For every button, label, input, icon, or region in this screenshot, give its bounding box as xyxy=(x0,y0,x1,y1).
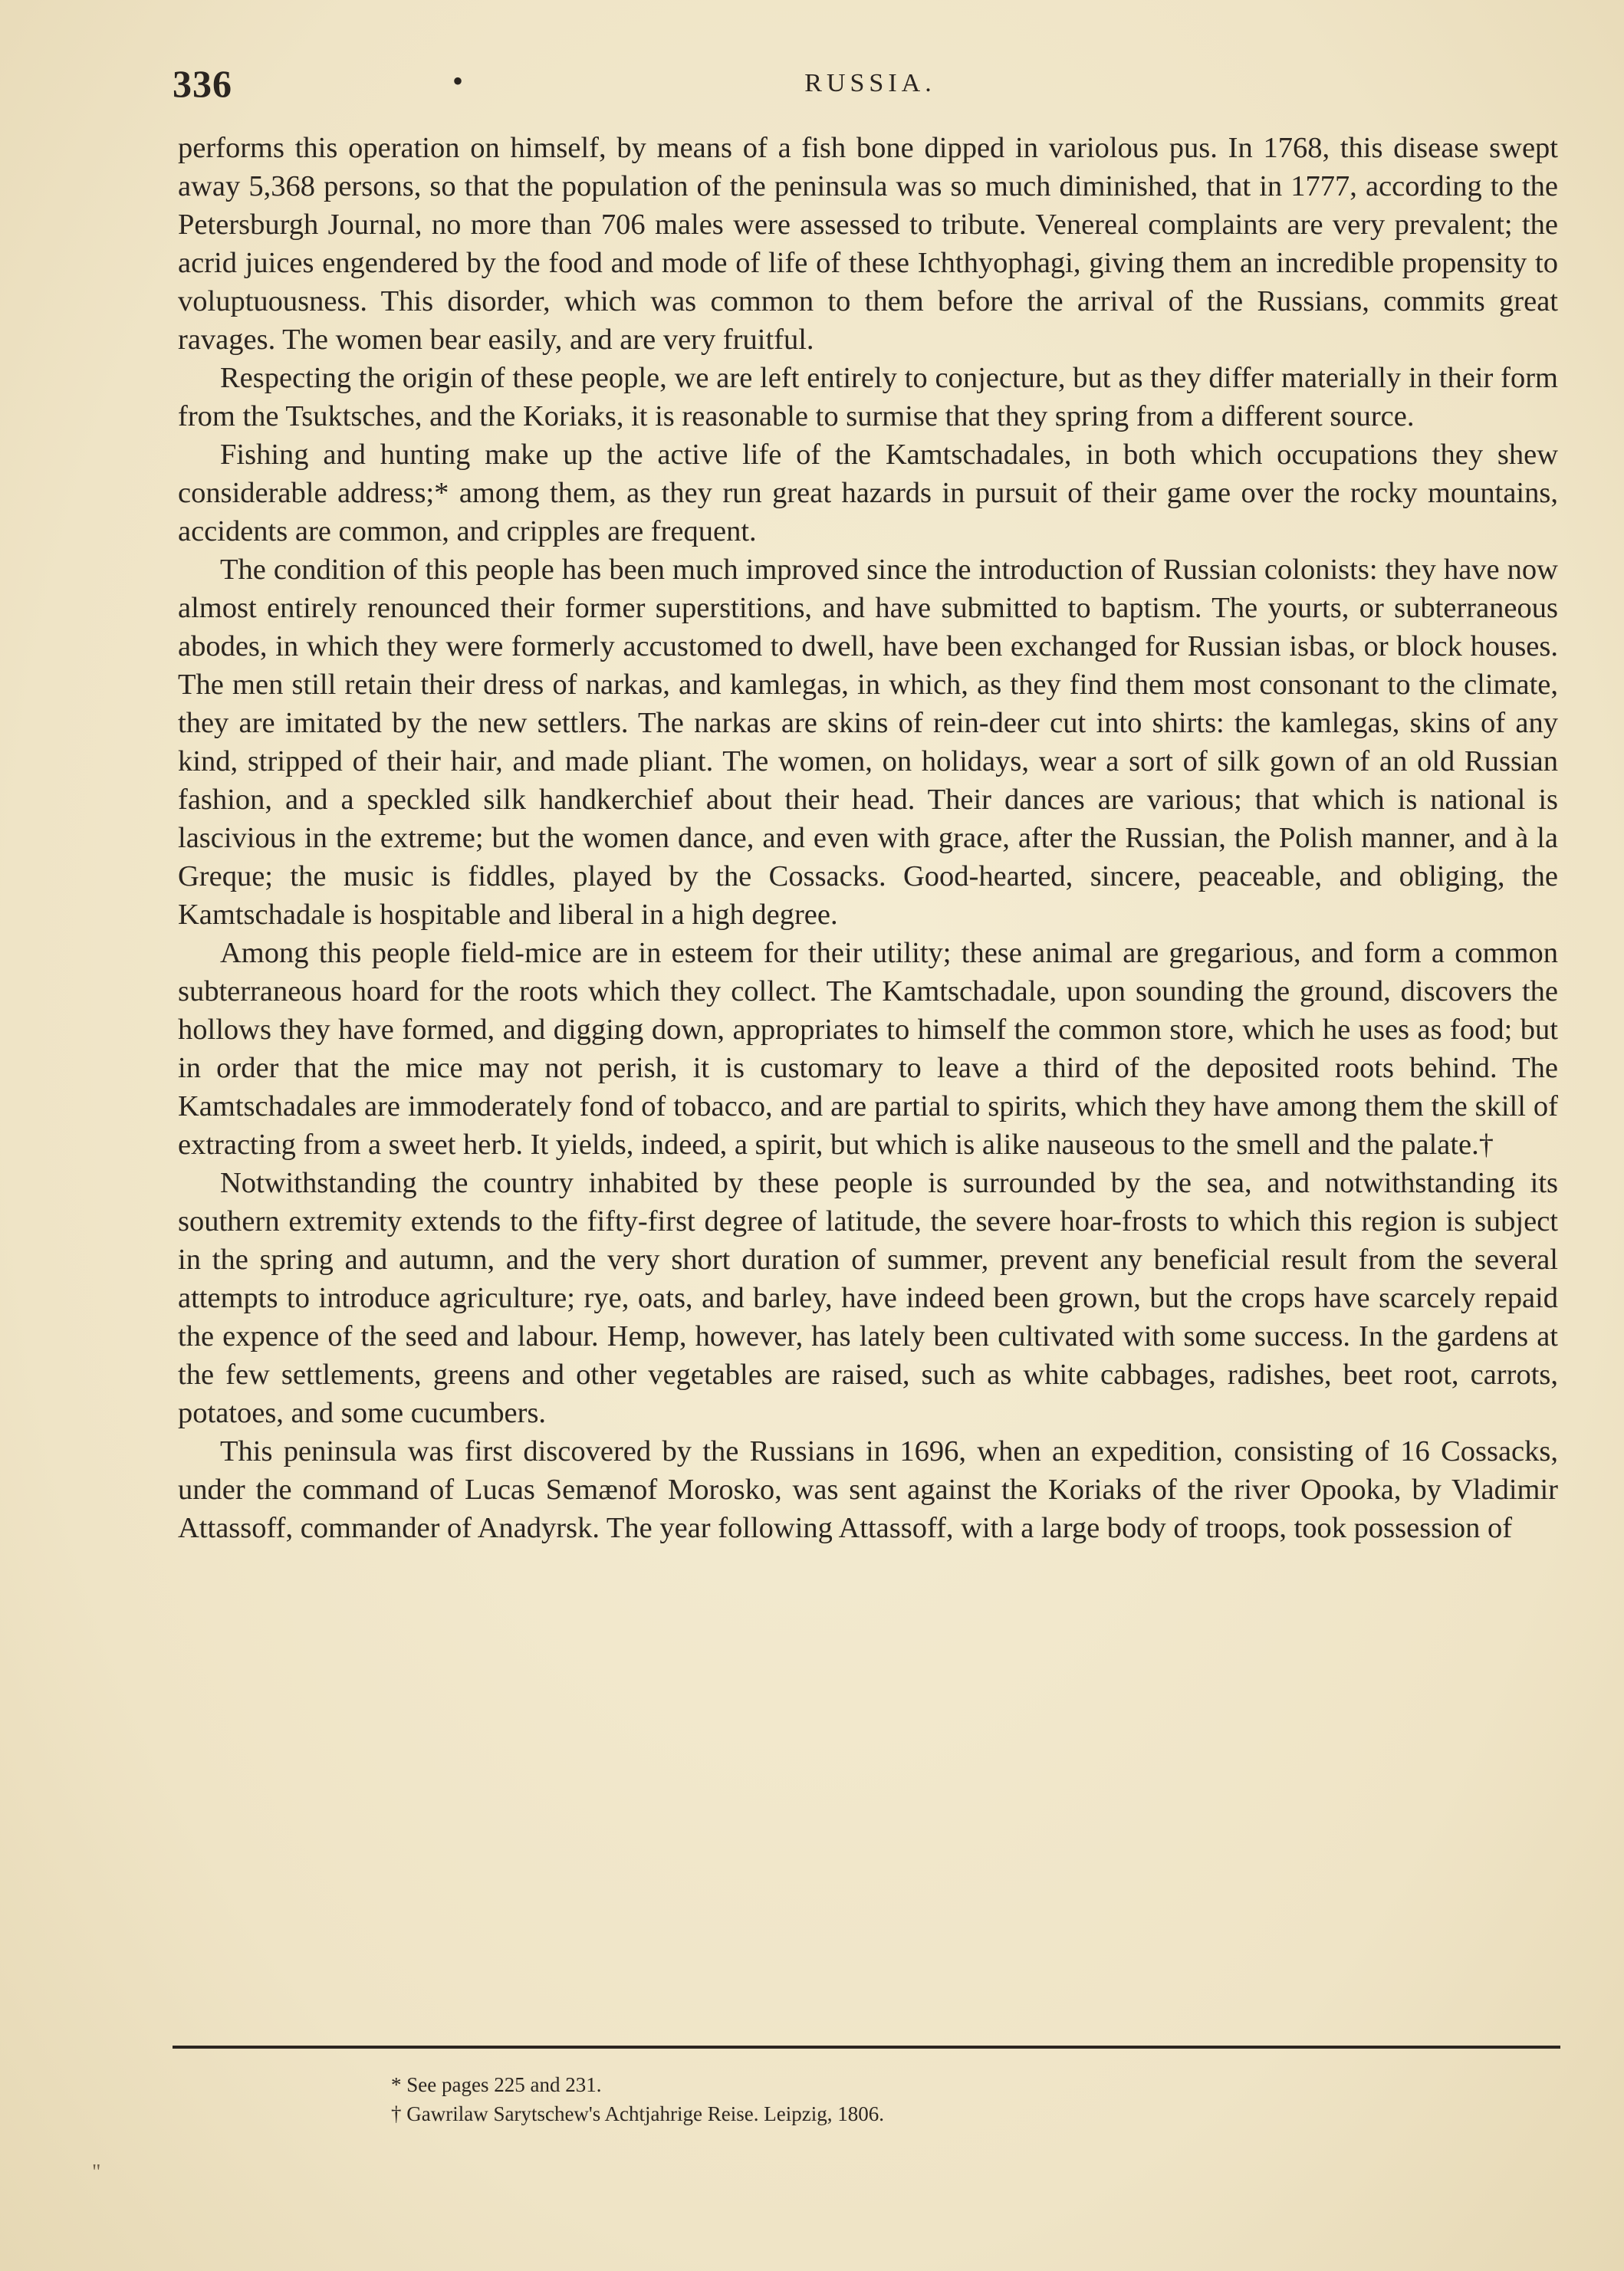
running-head: RUSSIA. xyxy=(804,69,936,97)
paragraph: Fishing and hunting make up the active life of the Kamtschadales, in both which occupations they shew considerable address;* among them, as they run great hazards in pursuit of their game over the rocky mountains, accidents are common, and cripples are frequent. xyxy=(178,439,1558,547)
footnote: † Gawrilaw Sarytschew's Achtjahrige Reise. Leipzig, 1806. xyxy=(391,2102,884,2125)
footnotes xyxy=(391,2070,1311,2128)
page-header xyxy=(173,61,1568,107)
paragraph: The condition of this people has been much improved since the introduction of Russian colonists: they have now almost entirely renounced their former superstitions, and have submitted to baptism. The yourts, or subterraneous abodes, in which they were formerly accustomed to dwell, have been exchanged for Russian isbas, or block houses. The men still retain their dress of narkas, and kamlegas, in which, as they find them most consonant to the climate, they are imitated by the new settlers. The narkas are skins of rein-deer cut into shirts: the kamlegas, skins of any kind, stripped of their hair, and made pliant. The women, on holidays, wear a sort of silk gown of an old Russian fashion, and a speckled silk handkerchief about their head. Their dances are various; that which is national is lascivious in the extreme; but the women dance, and even with grace, after the Russian, the Polish manner, and à la Greque; the music is fiddles, played by the Cossacks. Good-hearted, sincere, peaceable, and obliging, the Kamtschadale is hospitable and liberal in a high degree. xyxy=(178,554,1558,931)
page-number: 336 xyxy=(173,62,232,105)
paragraph: Respecting the origin of these people, we are left entirely to conjecture, but as they differ materially in their form from the Tsuktsches, and the Koriaks, it is reasonable to surmise that they spring from a different source. xyxy=(178,362,1558,432)
body-text xyxy=(178,129,1558,1547)
paragraph: performs this operation on himself, by means of a fish bone dipped in variolous pus. In 1768, this disease swept away 5,368 persons, so that the population of the peninsula was so much diminished, that in 1777, according to the Petersburgh Journal, no more than 706 males were assessed to tribute. Venereal complaints are very prevalent; the acrid juices engendered by the food and mode of life of these Ichthyophagi, giving them an incredible propensity to voluptuousness. This disorder, which was common to them before the arrival of the Russians, commits great ravages. The women bear easily, and are very fruitful. xyxy=(178,132,1558,356)
header-dot: • xyxy=(452,64,464,98)
footnote: * See pages 225 and 231. xyxy=(391,2073,602,2096)
footnote-rule xyxy=(173,2046,1560,2049)
paragraph: This peninsula was first discovered by the Russians in 1696, when an expedition, consisting of 16 Cossacks, under the command of Lucas Semænof Morosko, was sent against the Koriaks of the river Opooka, by Vladimir Attassoff, commander of Anadyrsk. The year following Attassoff, with a large body of troops, took possession of xyxy=(178,1435,1558,1544)
paragraph: Notwithstanding the country inhabited by these people is surrounded by the sea, and notwithstanding its southern extremity extends to the fifty-first degree of latitude, the severe hoar-frosts to which this region is subject in the spring and autumn, and the very short duration of summer, prevent any beneficial result from the several attempts to introduce agriculture; rye, oats, and barley, have indeed been grown, but the crops have scarcely repaid the expence of the seed and labour. Hemp, however, has lately been cultivated with some success. In the gardens at the few settlements, greens and other vegetables are raised, such as white cabbages, radishes, beet root, carrots, potatoes, and some cucumbers. xyxy=(178,1167,1558,1429)
ink-speck: " xyxy=(92,2161,101,2184)
paragraph: Among this people field-mice are in esteem for their utility; these animal are gregarious, and form a common subterraneous hoard for the roots which they collect. The Kamtschadale, upon sounding the ground, discovers the hollows they have formed, and digging down, appropriates to himself the common store, which he uses as food; but in order that the mice may not perish, it is customary to leave a third of the deposited roots behind. The Kamtschadales are immoderately fond of tobacco, and are partial to spirits, which they have among them the skill of extracting from a sweet herb. It yields, indeed, a spirit, but which is alike nauseous to the smell and the palate.† xyxy=(178,937,1558,1161)
